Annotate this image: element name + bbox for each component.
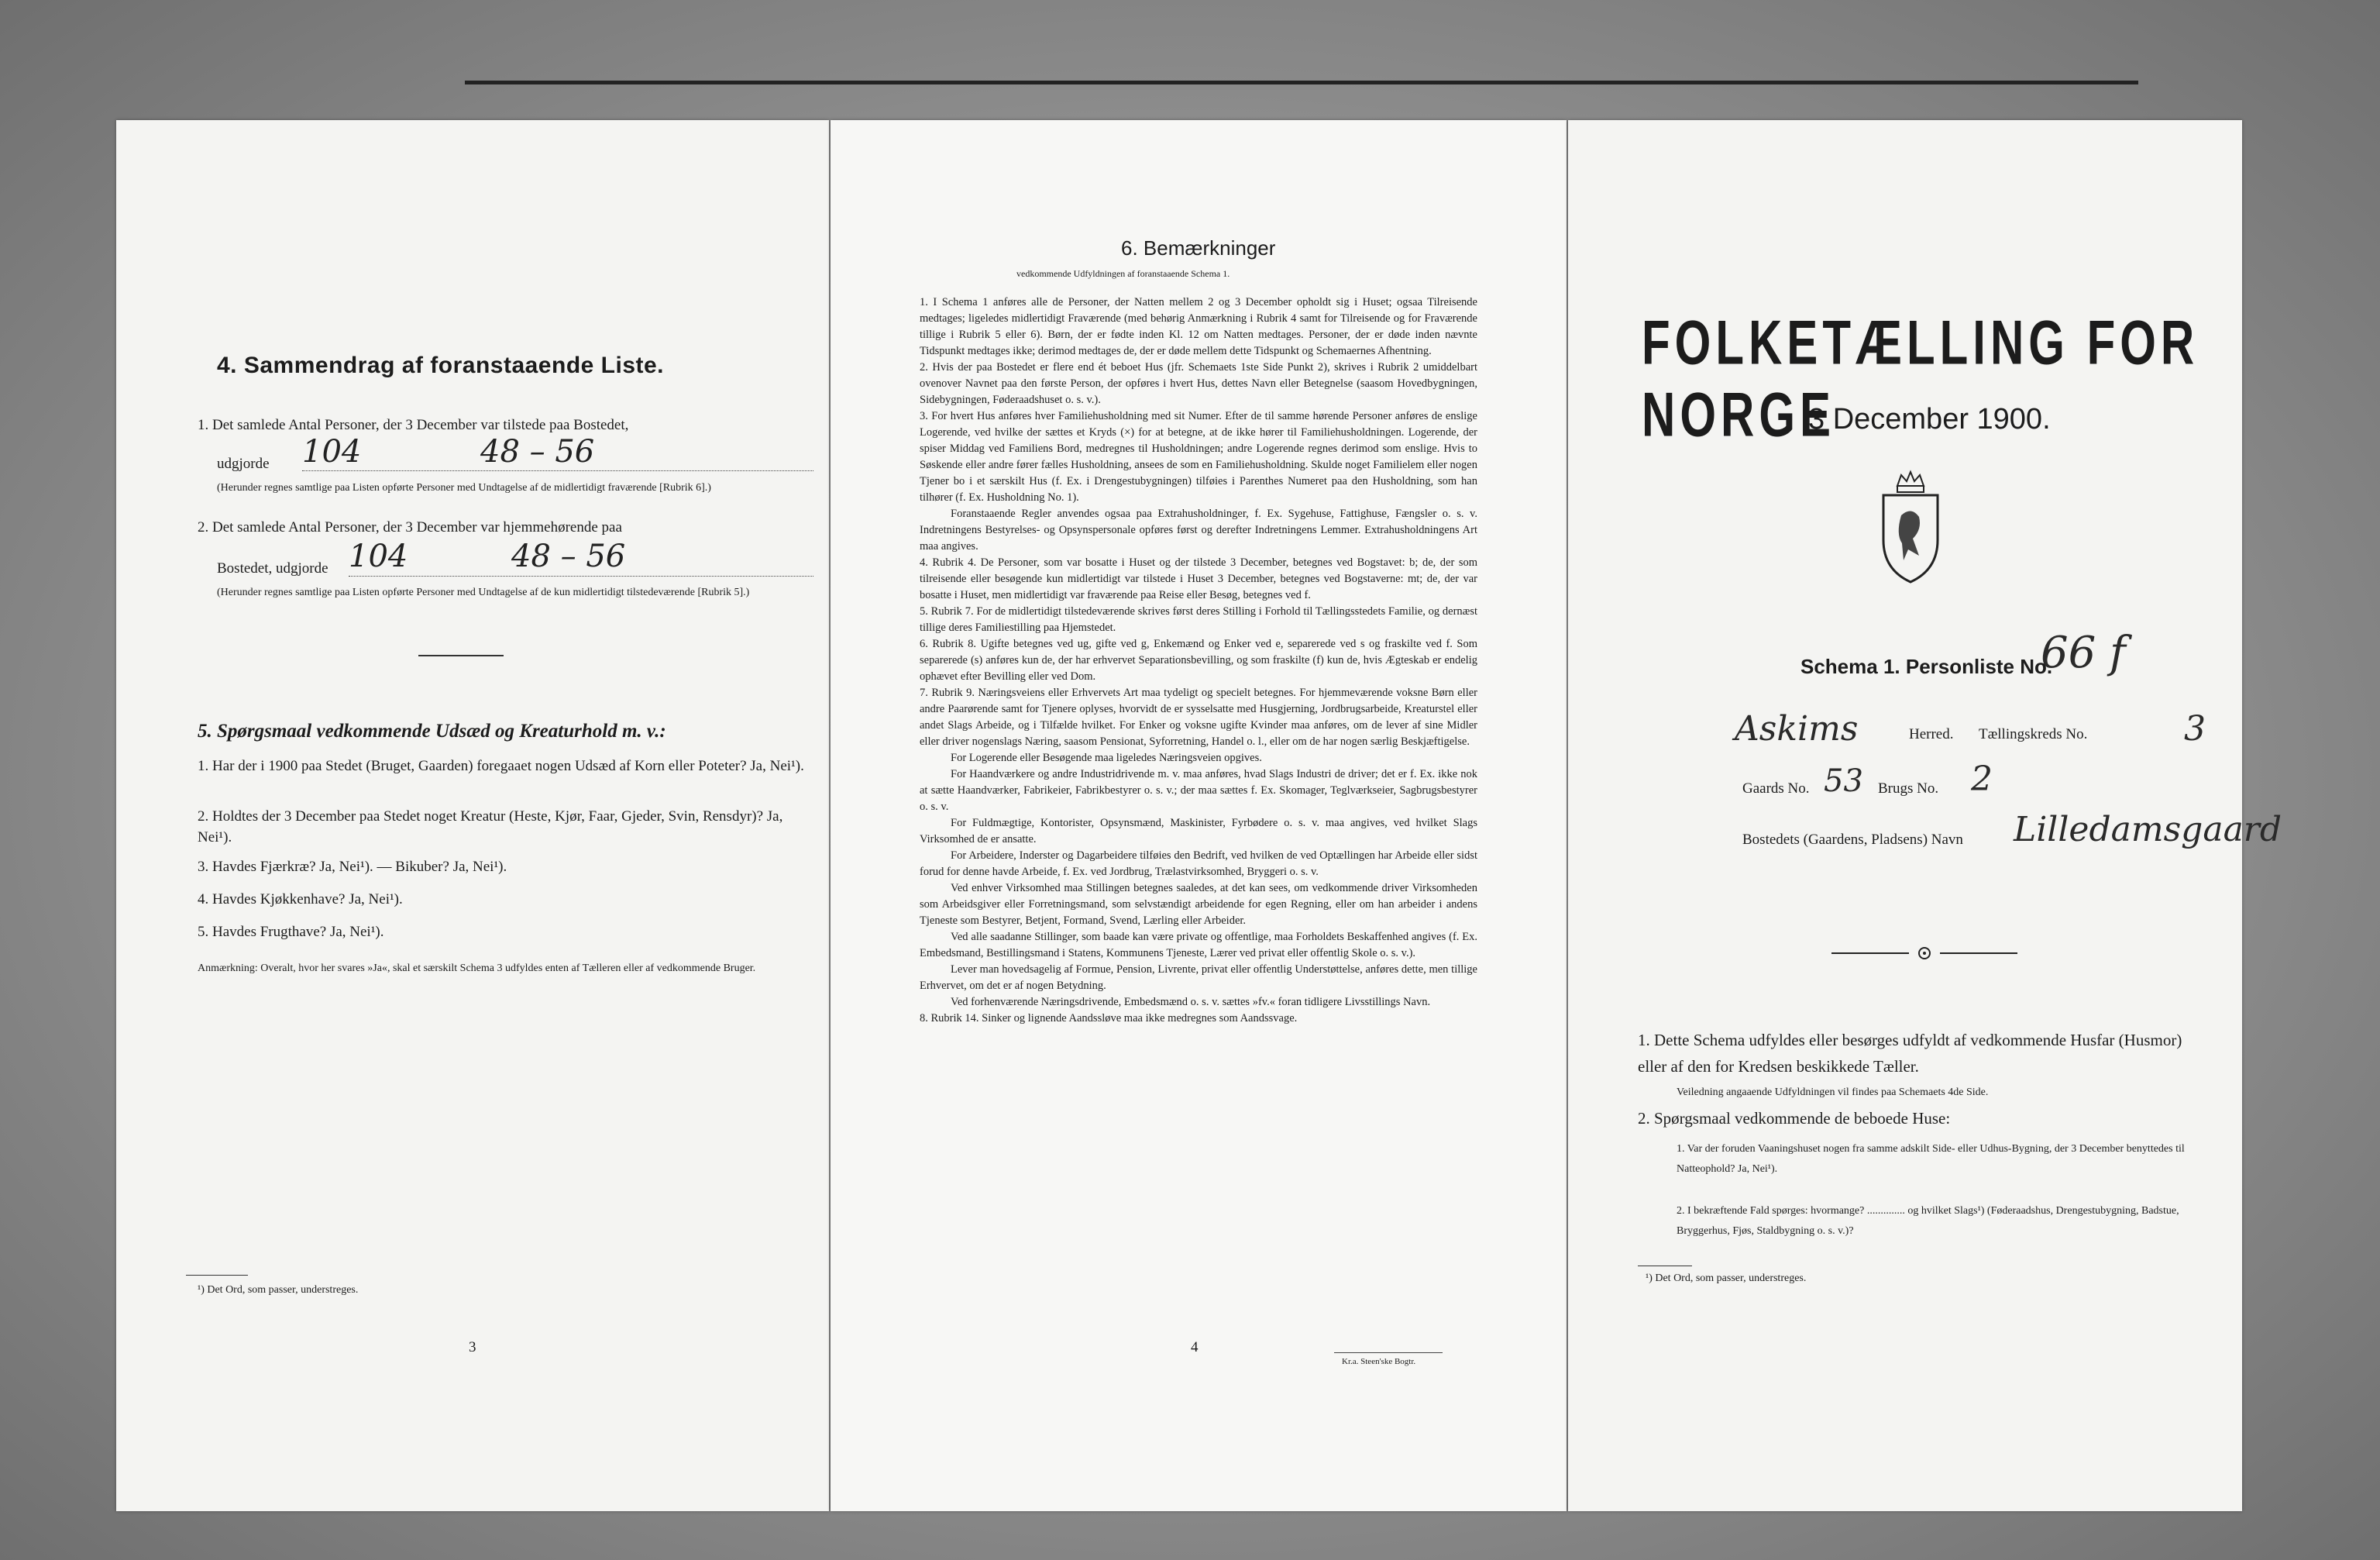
schema-label: Schema 1. Personliste No.	[1800, 655, 2053, 678]
census-date: 3 December 1900.	[1808, 403, 2051, 436]
remark-5: 5. Rubrik 7. For de midlertidigt tilstedeværende skrives først deres Stilling i Forhold til Tællingsstedets Familie, og dernæst tillige deres Familiestilling paa Hjemstedet.	[920, 605, 1477, 634]
section5-note: Anmærkning: Overalt, hvor her svares »Ja«, skal et særskilt Schema 3 udfyldes enten af Tælleren eller af vedkommende Bruger.	[198, 963, 756, 974]
instruction-1: 1. Dette Schema udfyldes eller besørges udfyldt af vedkommende Husfar (Husmor) eller af den for Kredsen beskikkede Tæller.	[1638, 1031, 2182, 1076]
remark-7d: For Fuldmægtige, Kontorister, Opsynsmænd, Maskinister, Fyrbødere o. s. v. maa angives, ved hvilket Slags Virksomhed de er ansatte.	[920, 817, 1477, 845]
section4-item1-prefix: udgjorde	[217, 456, 270, 472]
section5-q5: 5. Havdes Frugthave? Ja, Nei¹).	[198, 924, 384, 940]
remark-7: 7. Rubrik 9. Næringsveiens eller Erhvervets Art maa tydeligt og specielt betegnes. For hjemmeværende voksne Børn eller andre Paarørende samt for Tjenere oplyses, hvorvidt de er sysselsatte med Husgjerning, Jordbrugsarbeide, Kreaturstel eller andet Slags Arbeide, og i Tilfælde hvilket. For Enker og voksne ugifte Kvinder maa anføres, om de lever af sine Midler eller driver nogenslags Næring, saasom Pensionat, Syforretning, Handel o. l., eller om de har nogen særlig Beskjæftigelse.	[920, 687, 1477, 748]
item2-total: 104	[349, 539, 408, 574]
fill-line	[302, 470, 813, 471]
bosted-name: Lilledamsgaard	[2014, 810, 2282, 849]
instruction-2-q1: 1. Var der foruden Vaaningshuset nogen fra samme adskilt Side- eller Udhus-Bygning, der 3 December benyttedes til Natteophold? Ja, Nei¹).	[1677, 1143, 2185, 1175]
fill-line	[349, 576, 813, 577]
norway-coat-of-arms-icon	[1874, 469, 1948, 585]
remark-8: 8. Rubrik 14. Sinker og lignende Aandssløve maa ikke medregnes som Aandssvage.	[920, 1012, 1298, 1025]
section4-item1-text: 1. Det samlede Antal Personer, der 3 December var tilstede paa Bostedet,	[198, 417, 629, 433]
page-left	[116, 120, 829, 1511]
section4-item2-note: (Herunder regnes samtlige paa Listen opførte Personer med Undtagelse af de kun midlertidigt tilstedeværende [Rubrik 5].)	[217, 587, 750, 598]
printer-rule	[1334, 1352, 1443, 1353]
remark-4: 4. Rubrik 4. De Personer, som var bosatte i Huset og der tilstede 3 December, betegnes ved Bogstavet: b; de, der som tilreisende eller besøgende kun midlertidigt var tilstede i Huset 3 December, betegnes ved Bogstaverne: mt; de, der var bosatte i Huset, men midlertidigt var fraværende paa Reise eller Besøg, betegnes ved f.	[920, 556, 1477, 601]
footnote-rule	[186, 1275, 248, 1276]
section5-q4: 4. Havdes Kjøkkenhave? Ja, Nei¹).	[198, 891, 403, 907]
binding-rule	[465, 81, 2138, 84]
kreds-label: Tællingskreds No.	[1979, 726, 2088, 742]
item2-split: 48 – 56	[511, 539, 626, 574]
section5-title: 5. Spørgsmaal vedkommende Udsæd og Kreaturhold m. v.:	[198, 721, 666, 742]
kreds-number: 3	[2184, 709, 2206, 749]
footnote: ¹) Det Ord, som passer, understreges.	[198, 1284, 359, 1296]
remark-7i: Ved forhenværende Næringsdrivende, Embedsmænd o. s. v. sættes »fv.« foran tidligere Livsstillings Navn.	[951, 996, 1431, 1008]
bosted-label: Bostedets (Gaardens, Pladsens) Navn	[1742, 832, 1963, 848]
section5-q1: 1. Har der i 1900 paa Stedet (Bruget, Gaarden) foregaaet nogen Udsæd af Korn eller Poteter? Ja, Nei¹).	[198, 758, 804, 774]
gaard-label: Gaards No.	[1742, 780, 1810, 797]
section4-item2-text: 2. Det samlede Antal Personer, der 3 December var hjemmehørende paa	[198, 519, 622, 535]
instruction-2: 2. Spørgsmaal vedkommende de beboede Huse:	[1638, 1109, 1951, 1128]
section4-item1-note: (Herunder regnes samtlige paa Listen opførte Personer med Undtagelse af de midlertidigt fraværende [Rubrik 6].)	[217, 482, 711, 494]
section4-title: 4. Sammendrag af foranstaaende Liste.	[217, 353, 665, 378]
remark-7f: Ved enhver Virksomhed maa Stillingen betegnes saaledes, at det kan sees, om vedkommende driver Virksomheden som Arbeidsgiver eller Forretningsmand, som selvstændigt arbeidende for egen Regning, eller om han arbeider i andens Tjeneste som Bestyrer, Betjent, Formand, Svend, Lærling eller Arbeider.	[920, 882, 1477, 927]
brugs-number: 2	[1971, 759, 1993, 799]
item1-split: 48 – 56	[480, 434, 595, 470]
ornament-divider-icon	[1831, 942, 2017, 965]
herred-label: Herred.	[1909, 726, 1954, 742]
remark-7g: Ved alle saadanne Stillinger, som baade kan være private og offentlige, maa Forholdets Beskaffenhed angives (f. Ex. Embedsmand, Bestillingsmand i Statens, Kommunens Tjeneste, Lærer ved privat eller offentlig Skole o. s. v.).	[920, 931, 1477, 959]
section4-item2-prefix: Bostedet, udgjorde	[217, 560, 328, 577]
remark-7b: For Logerende eller Besøgende maa ligeledes Næringsveien opgives.	[951, 752, 1262, 764]
remarks-list	[920, 294, 1477, 1027]
instruction-2-q2: 2. I bekræftende Fald spørges: hvormange? .............. og hvilket Slags¹) (Føderaadshus, Drengestubygning, Badstue, Bryggerhus, Fjøs, Staldbygning o. s. v.)?	[1677, 1205, 2179, 1237]
remark-7c: For Haandværkere og andre Industridrivende m. v. maa anføres, hvad Slags Industri de driver; det er f. Ex. ikke nok at sætte Haandværker, Fabrikeier, Fabrikbestyrer o. s. v.; der maa sættes f. Ex. Skomager, Teglværkseier, Sagbrugsbestyrer o. s. v.	[920, 768, 1477, 813]
section5-q2: 2. Holdtes der 3 December paa Stedet noget Kreatur (Heste, Kjør, Faar, Gjeder, Svin, Rensdyr)? Ja, Nei¹).	[198, 808, 783, 845]
remarks-title: 6. Bemærkninger	[1121, 236, 1276, 260]
gaard-number: 53	[1824, 763, 1863, 799]
page-number: 3	[469, 1339, 476, 1355]
section5-q3: 3. Havdes Fjærkræ? Ja, Nei¹). — Bikuber? Ja, Nei¹).	[198, 859, 507, 875]
remark-3b: Foranstaaende Regler anvendes ogsaa paa Extrahusholdninger, f. Ex. Sygehuse, Fattighuse, Fængsler o. s. v. Indretningens Bestyrelses- og Opsynspersonale opføres først og derefter Indretningens Lemmer. Extrahusholdningens Art maa angives.	[920, 508, 1477, 553]
page-middle	[831, 120, 1567, 1511]
page-number: 4	[1191, 1339, 1199, 1355]
page-right	[1568, 120, 2282, 1511]
brugs-label: Brugs No.	[1878, 780, 1939, 797]
remark-1: 1. I Schema 1 anføres alle de Personer, der Natten mellem 2 og 3 December opholdt sig i Huset; ogsaa Tilreisende medtages; ligeledes midlertidigt Fraværende (med behørig Anmærkning i Rubrik 4 samt for Tilreisende og for Fraværende tillige i Rubrik 5 eller 6). Børn, der er fødte inden Kl. 12 om Natten medtages. Personer, der er døde inden nævnte Tidspunkt medtages ikke; derimod medtages de, der er døde mellem dette Tidspunkt og Schemaernes Afhentning.	[920, 296, 1477, 357]
footnote: ¹) Det Ord, som passer, understreges.	[1646, 1272, 1807, 1284]
remark-6: 6. Rubrik 8. Ugifte betegnes ved ug, gifte ved g, Enkemænd og Enker ved e, separerede ved s og fraskilte ved f. Som separerede (s) anføres kun de, der har erhvervet Separationsbevilling, og som fraskilte (f) kun de, hvis Ægteskab er endelig ophævet efter Bevilling eller ved Dom.	[920, 638, 1477, 683]
printer: Kr.a. Steen'ske Bogtr.	[1342, 1357, 1416, 1366]
remark-3: 3. For hvert Hus anføres hver Familiehusholdning med sit Numer. Efter de til samme hørende Personer anføres de enslige Logerende, ved hvilke der sættes et Kryds (×) for at betegne, at de ikke hører til Familiehusholdningen. Logerende, der spiser Middag ved Familiens Bord, medregnes til Husholdningen; andre Logerende regnes derimod som enslige. Hvis to Søskende eller andre fører fælles Husholdning, ansees de som en Familiehusholdning. Skulde noget Familielem eller nogen Tjener bo i et særskilt Hus (f. Ex. i Drengestubygningen) tilføies i Parenthes Numeret paa den Husholdning, som han tilhører (f. Ex. Husholdning No. 1).	[920, 410, 1477, 504]
remark-7h: Lever man hovedsagelig af Formue, Pension, Livrente, privat eller offentlig Understøttelse, anføres dette, men tillige Erhvervet, om det er af nogen Betydning.	[920, 963, 1477, 992]
divider	[418, 655, 504, 656]
remarks-subtitle: vedkommende Udfyldningen af foranstaaende Schema 1.	[1016, 268, 1230, 279]
census-title: FOLKETÆLLING FOR NORGE	[1642, 307, 2199, 449]
remark-7e: For Arbeidere, Inderster og Dagarbeidere tilføies den Bedrift, ved hvilken de ved Optællingen har Arbeide eller sidst forud for denne havde Arbeide, f. Ex. ved Jordbrug, Trælastvirksomhed, Bryggeri o. s. v.	[920, 849, 1477, 878]
schema-number: 66 f	[2041, 628, 2126, 678]
herred-name: Askims	[1735, 709, 1859, 749]
remark-2: 2. Hvis der paa Bostedet er flere end ét beboet Hus (jfr. Schemaets 1ste Side Punkt 2), skrives i Rubrik 2 umiddelbart ovenover Navnet paa den første Person, der opføres i hvert Hus, dettes Navn eller Betegnelse (saasom Hovedbygningen, Sidebygningen, Føderaadshuset o. s. v.).	[920, 361, 1477, 406]
instruction-1-sub: Veiledning angaaende Udfyldningen vil findes paa Schemaets 4de Side.	[1677, 1086, 1989, 1098]
item1-total: 104	[302, 434, 362, 470]
